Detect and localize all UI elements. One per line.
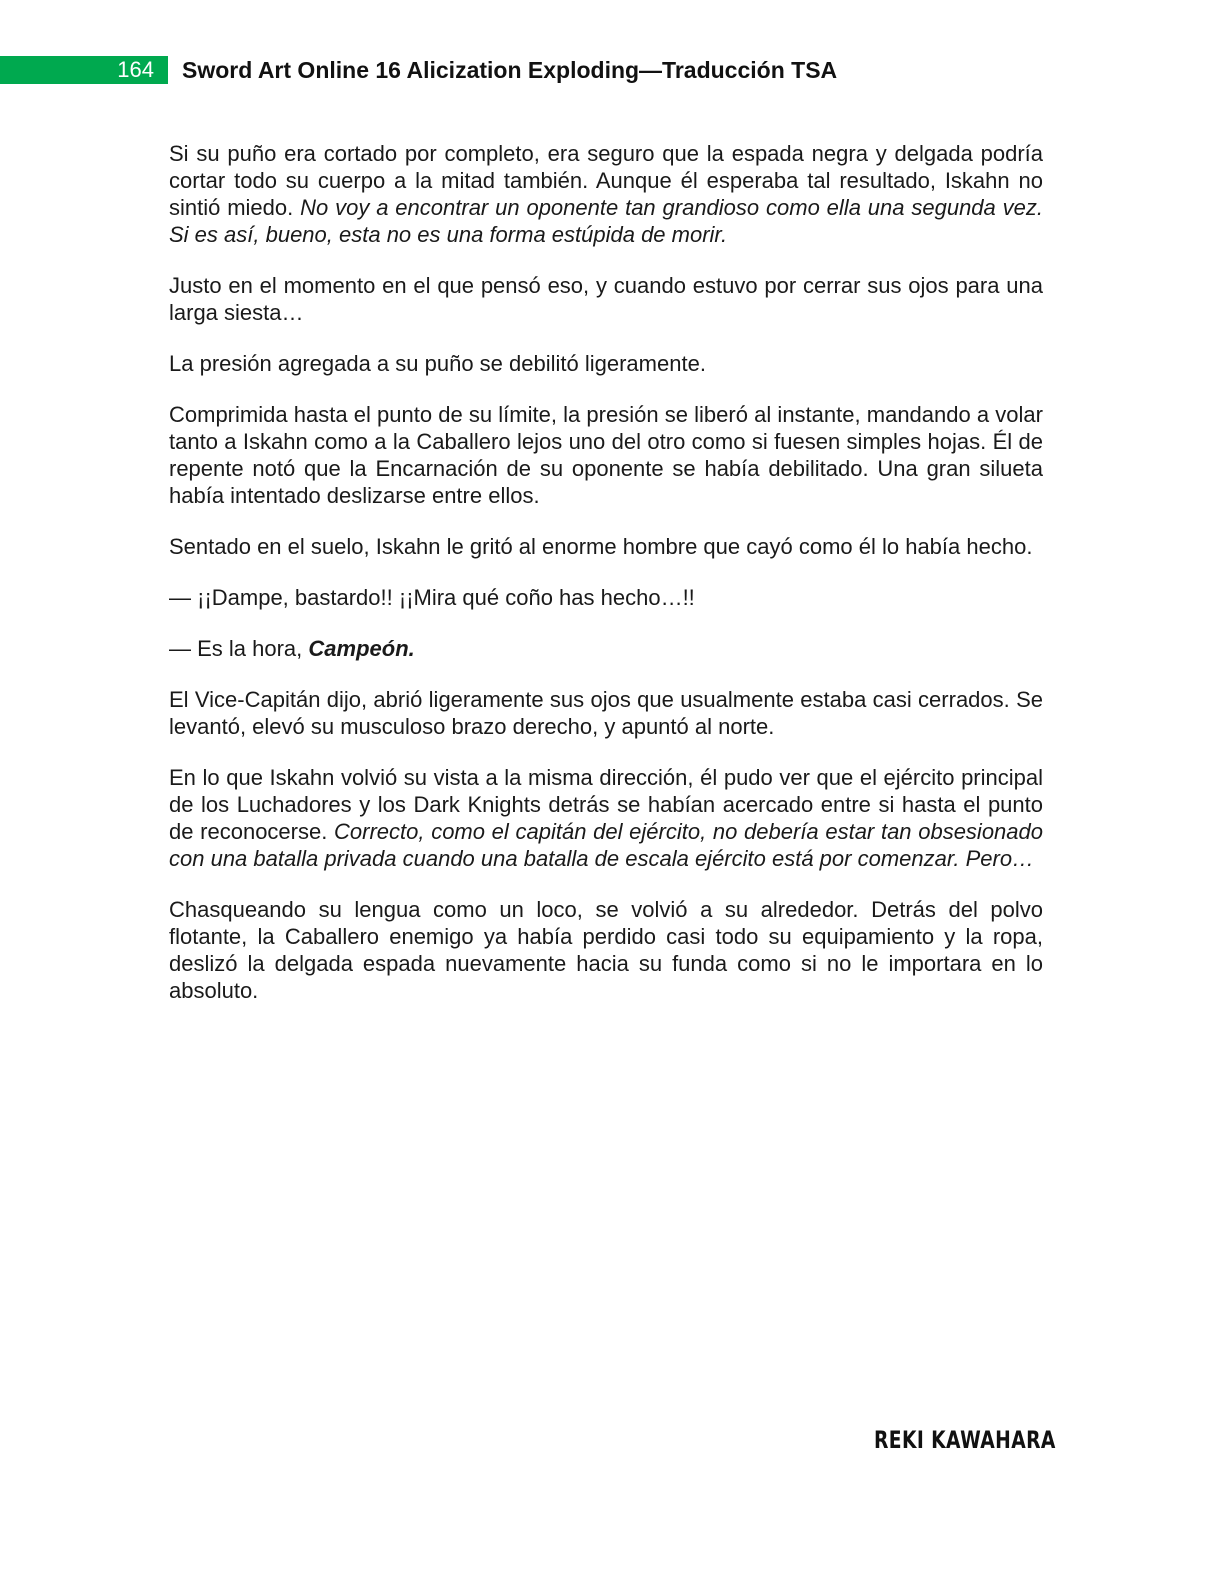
dialogue-2-emphasis: Campeón. [308, 636, 415, 661]
paragraph-8: El Vice-Capitán dijo, abrió ligeramente sus ojos que usualmente estaba casi cerrados. Se levantó, elevó su musculoso brazo derecho, y apuntó al norte. [169, 687, 1043, 739]
dialogue-2-text: — Es la hora, [169, 636, 309, 661]
paragraph-10: Chasqueando su lengua como un loco, se volvió a su alrededor. Detrás del polvo flotante, la Caballero enemigo ya había perdido casi todo su equipamiento y la ropa, deslizó la delgada espada nuevamente hacia su funda como si no le importara en lo absoluto. [169, 897, 1043, 1003]
dialogue-2 [169, 635, 1043, 662]
page-header [0, 54, 1224, 86]
paragraph-9-thought: Correcto, como el capitán del ejército, no debería estar tan obsesionado con una batalla privada cuando una batalla de escala ejército está por comenzar. Pero… [169, 819, 1043, 871]
page-body [169, 140, 1043, 1028]
paragraph-1-thought: No voy a encontrar un oponente tan grandioso como ella una segunda vez. Si es así, bueno, esta no es una forma estúpida de morir. [169, 195, 1043, 247]
paragraph-1 [169, 140, 1043, 248]
dialogue-1: — ¡¡Dampe, bastardo!! ¡¡Mira qué coño has hecho…!! [169, 585, 695, 610]
paragraph-5: Sentado en el suelo, Iskahn le gritó al enorme hombre que cayó como él lo había hecho. [169, 534, 1033, 559]
book-title: Sword Art Online 16 Alicization Exploding—Traducción TSA [182, 57, 838, 83]
paragraph-9 [169, 764, 1043, 872]
author-name: REKI KAWAHARA [874, 1426, 1056, 1454]
paragraph-3: La presión agregada a su puño se debilitó ligeramente. [169, 351, 706, 376]
paragraph-2: Justo en el momento en el que pensó eso, y cuando estuvo por cerrar sus ojos para una larga siesta… [169, 273, 1043, 325]
paragraph-9-text: En lo que Iskahn volvió su vista a la misma dirección, él pudo ver que el ejército principal de los Luchadores y los Dark Knights detrás se habían acercado entre si hasta el punto de reconocerse. [169, 765, 1043, 844]
paragraph-1-text: Si su puño era cortado por completo, era seguro que la espada negra y delgada podría cortar todo su cuerpo a la mitad también. Aunque él esperaba tal resultado, Iskahn no sintió miedo. [169, 141, 1043, 220]
paragraph-4: Comprimida hasta el punto de su límite, la presión se liberó al instante, mandando a volar tanto a Iskahn como a la Caballero lejos uno del otro como si fuesen simples hojas. Él de repente notó que la Encarnación de su oponente se había debilitado. Una gran silueta había intentado deslizarse entre ellos. [169, 402, 1043, 508]
page-number: 164 [0, 56, 168, 84]
